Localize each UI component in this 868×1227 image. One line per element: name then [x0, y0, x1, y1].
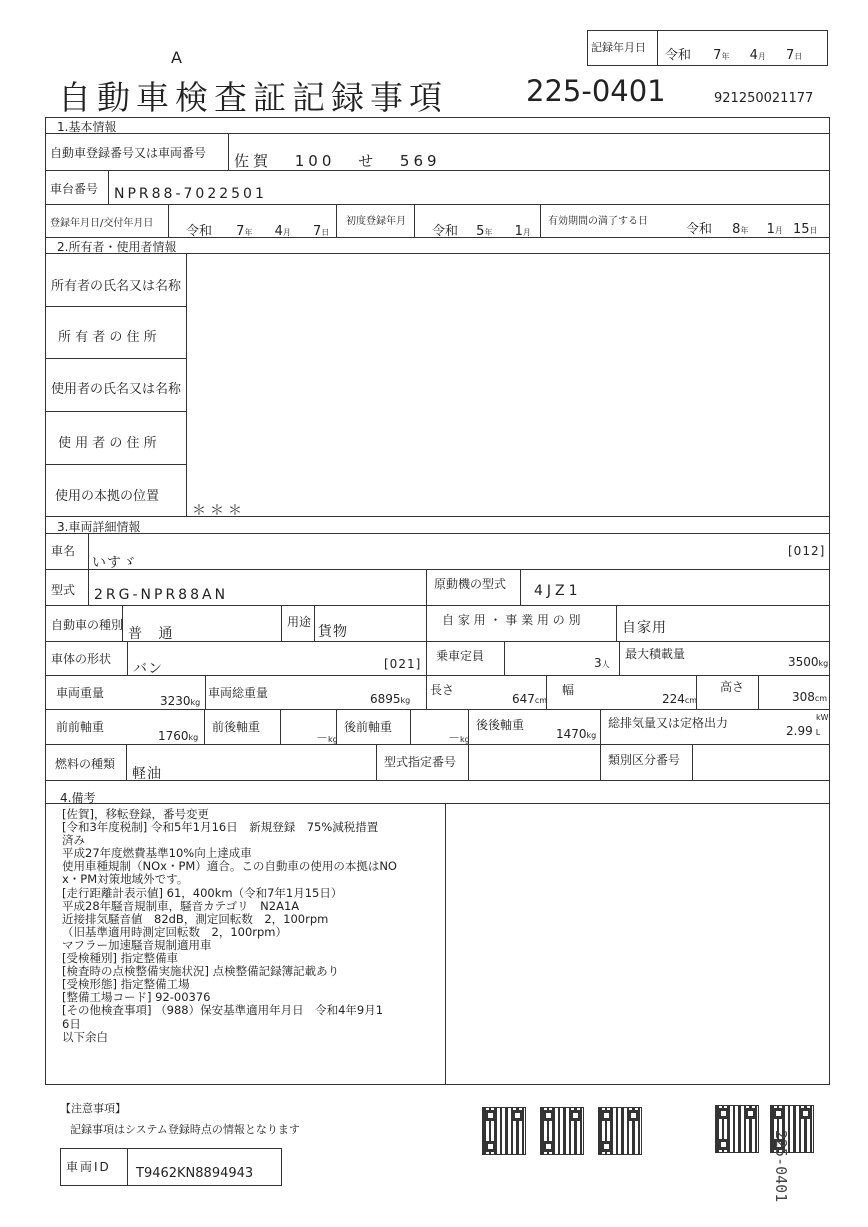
caution-label: 【注意事項】 [60, 1102, 126, 1115]
use-label: 用途 [287, 615, 312, 629]
record-date: 令和 7年 4月 7日 [665, 48, 803, 63]
gross-value: 6895kg [370, 692, 411, 706]
model-value: 2RG-NPR88AN [94, 587, 229, 603]
displacement-unit-top: kW [816, 713, 829, 722]
fuel-label: 燃料の種類 [55, 757, 116, 771]
width-value: 224cm [662, 692, 698, 706]
vehicle-id-value: T9462KN8894943 [136, 1166, 254, 1181]
engine-label: 原動機の型式 [434, 577, 507, 591]
body-code: [021] [384, 657, 422, 671]
max-load-value: 3500kg [788, 655, 829, 669]
owner-name-label: 所有者の氏名又は名称 [51, 279, 182, 294]
remark-line: [走行距離計表示値] 61，400km（令和7年1月15日） [62, 885, 343, 900]
grade-mark: A [171, 48, 182, 67]
issue-date-label: 登録年月日/交付年月日 [50, 218, 154, 229]
length-value: 647cm [512, 692, 548, 706]
rf-axle-value: －kg [448, 731, 470, 745]
reg-number-value: 佐賀 100 せ 569 [234, 152, 441, 170]
remark-line: （旧基準適用時測定回転数 2，100rpm） [62, 924, 287, 939]
chassis-label: 車台番号 [50, 182, 99, 196]
rf-axle-label: 後前軸重 [344, 720, 393, 734]
remarks-text [62, 808, 442, 1044]
first-reg-label: 初度登録年月 [346, 216, 406, 227]
model-label: 型式 [51, 583, 76, 597]
remark-line: [受検形態] 指定整備工場 [62, 977, 190, 992]
max-load-label: 最大積載量 [625, 647, 686, 661]
type-designation-label: 型式指定番号 [384, 755, 457, 769]
height-label: 高さ [720, 680, 745, 694]
qr-code-icon [540, 1107, 584, 1155]
chassis-value: NPR88-7022501 [114, 186, 267, 202]
remark-line: マフラー加速騒音規制適用車 [62, 937, 212, 952]
ff-axle-value: 1760kg [158, 729, 199, 743]
remark-line: 使用車種規制（NOx・PM）適合。この自動車の使用の本拠はNO [62, 859, 397, 874]
remark-line: x・PM対策地域外です。 [62, 872, 189, 887]
rr-axle-value: 1470kg [556, 727, 597, 741]
caution-text: 記録事項はシステム登録時点の情報となります [70, 1123, 300, 1136]
kind-label: 自動車の種別 [51, 618, 124, 632]
user-address-label: 使 用 者 の 住 所 [58, 436, 157, 451]
section-owner: 2.所有者・使用者情報 [57, 240, 177, 254]
expiry-label: 有効期間の満了する日 [548, 216, 648, 227]
gross-label: 車両総重量 [208, 686, 269, 700]
doc-code: 225-0401 [526, 74, 666, 108]
first-reg-date: 令和 5年 1月 [432, 224, 531, 239]
weight-value: 3230kg [160, 694, 201, 708]
record-date-label: 記録年月日 [591, 41, 646, 54]
remark-line: [その他検査事項] （988）保安基準適用年月日 令和4年9月1 [62, 1003, 384, 1018]
capacity-value: 3人 [594, 656, 610, 670]
base-location-label: 使用の本拠の位置 [55, 489, 160, 504]
base-location-value: ＊＊＊ [192, 503, 246, 519]
section-basic: 1.基本情報 [57, 120, 117, 134]
owner-address-label: 所 有 者 の 住 所 [58, 330, 157, 345]
height-value: 308cm [792, 690, 828, 704]
ff-axle-label: 前前軸重 [56, 720, 105, 734]
weight-label: 車両重量 [56, 686, 105, 700]
qr-code-icon [598, 1107, 642, 1155]
user-name-label: 使用者の氏名又は名称 [51, 382, 182, 397]
vehicle-id-label: 車両ID [66, 1160, 111, 1174]
purpose-label: 自 家 用 ・ 事 業 用 の 別 [442, 613, 581, 627]
qr-code-icon [715, 1105, 759, 1153]
section-vehicle: 3.車両詳細情報 [57, 520, 141, 534]
kind-value: 普 通 [128, 626, 174, 642]
remark-line: [整備工場コード] 92-00376 [62, 990, 211, 1005]
remark-line: 平成27年度燃費基準10%向上達成車 [62, 846, 252, 861]
doc-number: 921250021177 [714, 91, 814, 106]
displacement-value: 2.99 L [786, 724, 821, 738]
remark-line: 以下余白 [62, 1029, 108, 1044]
car-name-code: [012] [788, 544, 826, 558]
fr-axle-label: 前後軸重 [212, 720, 261, 734]
remark-line: 6日 [62, 1016, 81, 1031]
expiry-date: 令和 8年 1月 15日 [686, 222, 818, 237]
reg-number-label: 自動車登録番号又は車両番号 [50, 146, 207, 160]
issue-date: 令和 7年 4月 7日 [186, 224, 330, 239]
body-label: 車体の形状 [51, 652, 112, 666]
car-name-label: 車名 [51, 544, 76, 558]
fuel-value: 軽油 [132, 766, 162, 782]
remark-line: 済み [62, 833, 85, 848]
displacement-label: 総排気量又は定格出力 [608, 716, 729, 730]
length-label: 長さ [430, 683, 455, 697]
capacity-label: 乗車定員 [436, 649, 485, 663]
category-label: 類別区分番号 [608, 753, 681, 767]
rr-axle-label: 後後軸重 [476, 718, 525, 732]
remark-line: 近接排気騒音値 82dB，測定回転数 2，100rpm [62, 911, 329, 926]
car-name-value: いすゞ [92, 555, 137, 571]
purpose-value: 自家用 [622, 620, 667, 636]
page-title: 自動車検査証記録事項 [58, 78, 448, 117]
width-label: 幅 [562, 683, 575, 697]
remark-line: [佐賀]，移転登録，番号変更 [62, 807, 209, 821]
remark-line: 平成28年騒音規制車，騒音カテゴリ N2A1A [62, 898, 300, 913]
handwritten-note: 225-0401 [772, 1130, 790, 1203]
body-value: バン [133, 661, 163, 677]
engine-value: 4JZ1 [534, 583, 582, 599]
use-value: 貨物 [318, 624, 348, 640]
qr-code-icon [482, 1107, 526, 1155]
fr-axle-value: －kg [316, 731, 338, 745]
remark-line: [令和3年度税制] 令和5年1月16日 新規登録 75%減税措置 [62, 820, 379, 835]
remark-line: [受検種別] 指定整備車 [62, 951, 179, 966]
section-remarks: 4.備考 [60, 791, 96, 805]
remark-line: [検査時の点検整備実施状況] 点検整備記録簿記載あり [62, 964, 340, 979]
